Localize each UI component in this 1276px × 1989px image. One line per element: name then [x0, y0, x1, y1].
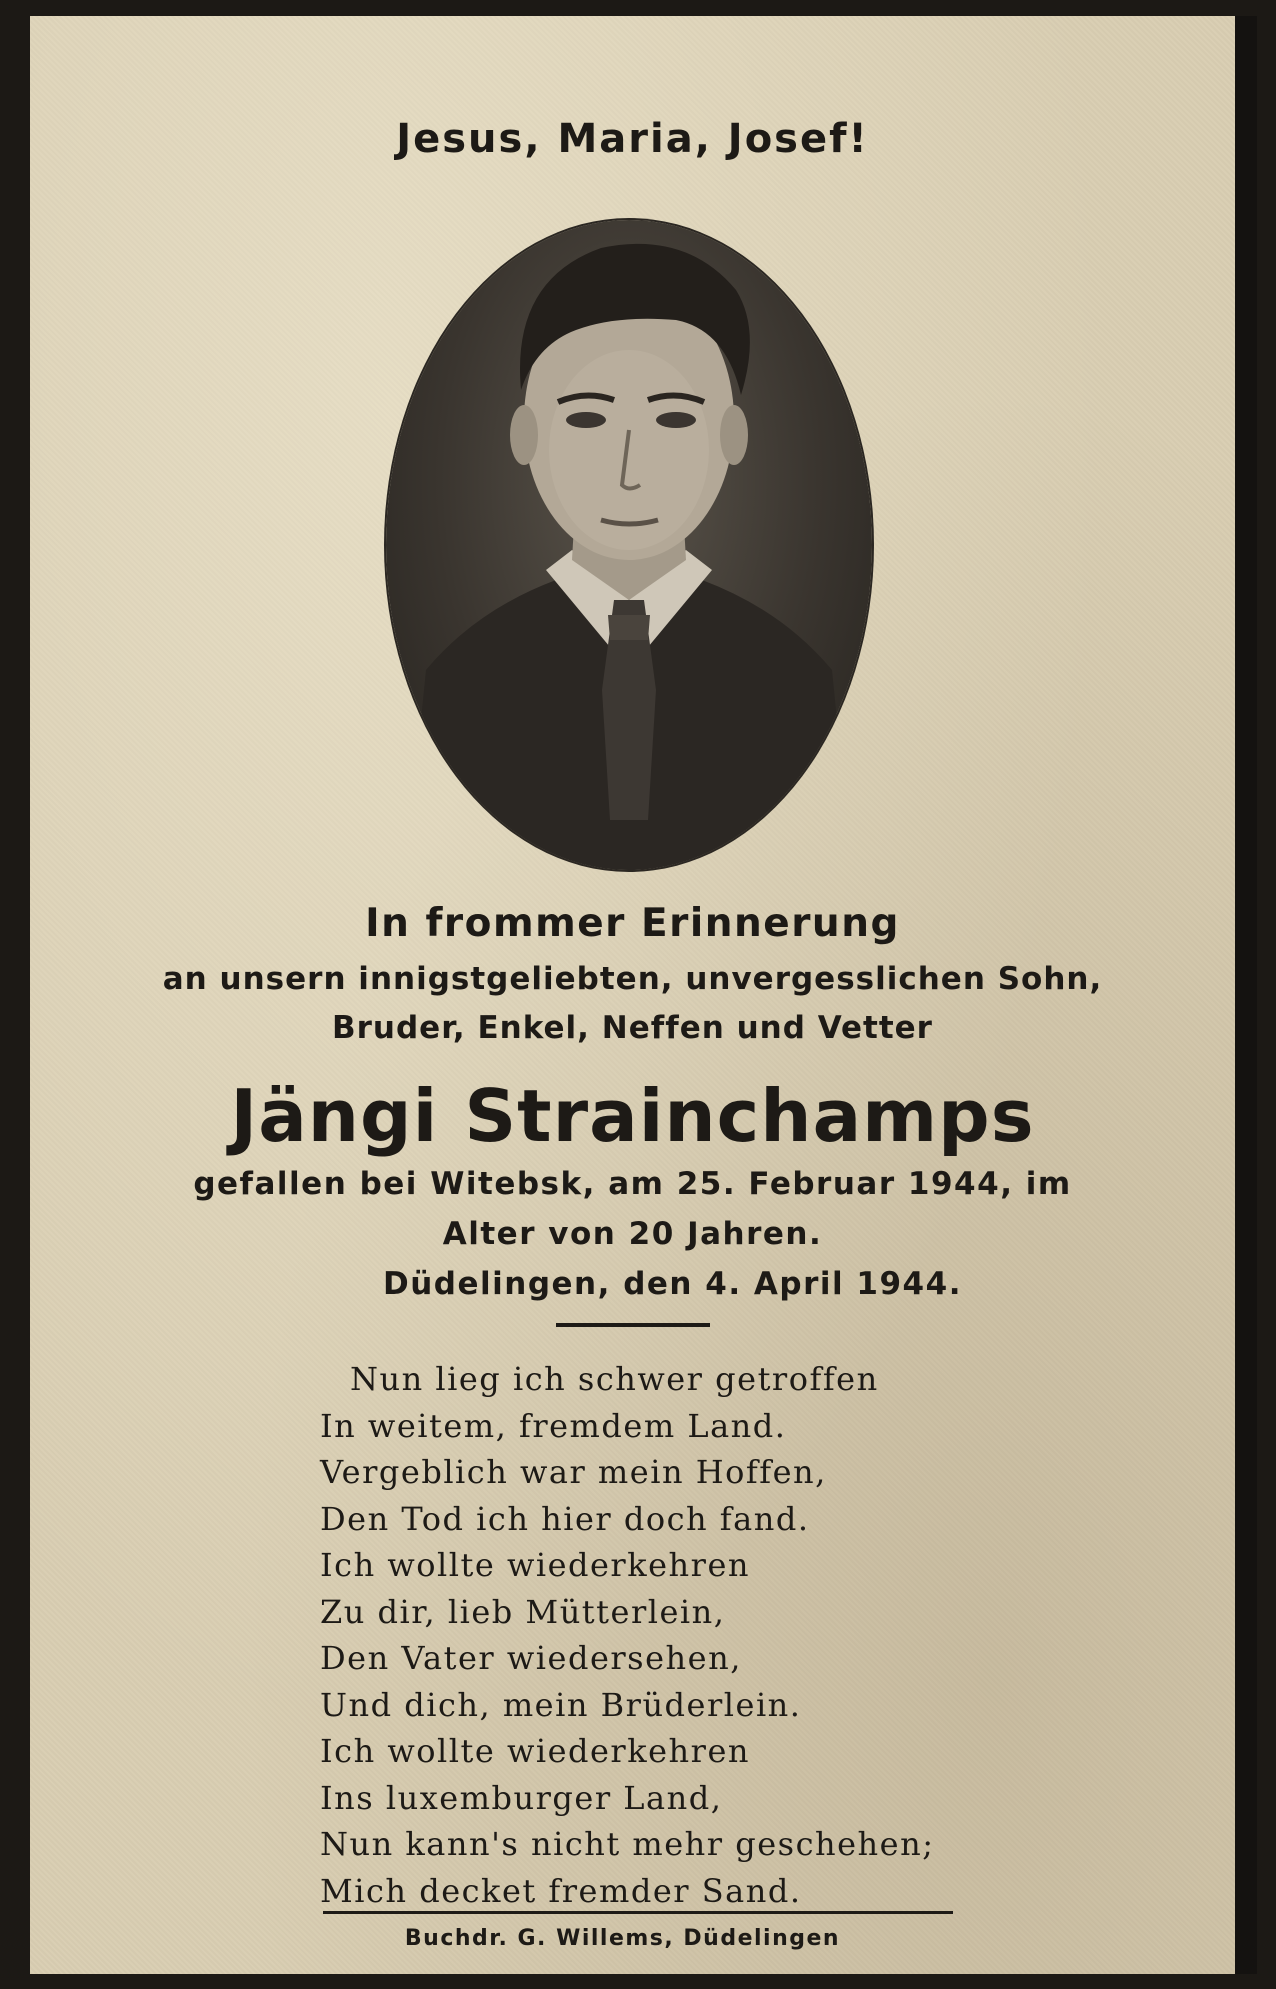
poem-line: Ich wollte wiederkehren [320, 1732, 750, 1770]
poem-line: Mich decket fremder Sand. [320, 1871, 802, 1910]
invocation: Jesus, Maria, Josef! [396, 116, 869, 162]
dedication-line: an unsern innigstgeliebten, unvergesslichen Sohn, [162, 961, 1103, 997]
card-heading: In frommer Erinnerung [365, 901, 900, 946]
poem-line: Vergeblich war mein Hoffen, [320, 1453, 827, 1491]
poem-line: Ins luxemburger Land, [320, 1778, 723, 1817]
divider [323, 1911, 953, 1914]
poem-line: Nun kann's nicht mehr geschehen; [320, 1825, 935, 1863]
death-details-line: gefallen bei Witebsk, am 25. Februar 1944, im [193, 1166, 1072, 1202]
card-paper [30, 16, 1257, 1974]
poem-line: In weitem, fremdem Land. [320, 1406, 787, 1445]
deceased-name: Jängi Strainchamps [230, 1074, 1035, 1158]
dedication-line: Bruder, Enkel, Neffen und Vetter [332, 1010, 933, 1046]
place-date-line: Düdelingen, den 4. April 1944. [383, 1266, 962, 1302]
death-details-line: Alter von 20 Jahren. [442, 1216, 823, 1252]
poem-line: Und dich, mein Brüderlein. [320, 1685, 802, 1724]
poem-line: Den Vater wiedersehen, [320, 1639, 742, 1677]
poem-line: Den Tod ich hier doch fand. [320, 1499, 810, 1538]
printer-credit: Buchdr. G. Willems, Düdelingen [404, 1926, 841, 1951]
poem-line: Nun lieg ich schwer getroffen [350, 1360, 879, 1398]
poem-line: Zu dir, lieb Mütterlein, [320, 1592, 726, 1631]
poem [320, 1356, 1040, 1914]
portrait-photo-icon [386, 220, 872, 870]
divider [556, 1323, 710, 1327]
poem-line: Ich wollte wiederkehren [320, 1546, 750, 1584]
